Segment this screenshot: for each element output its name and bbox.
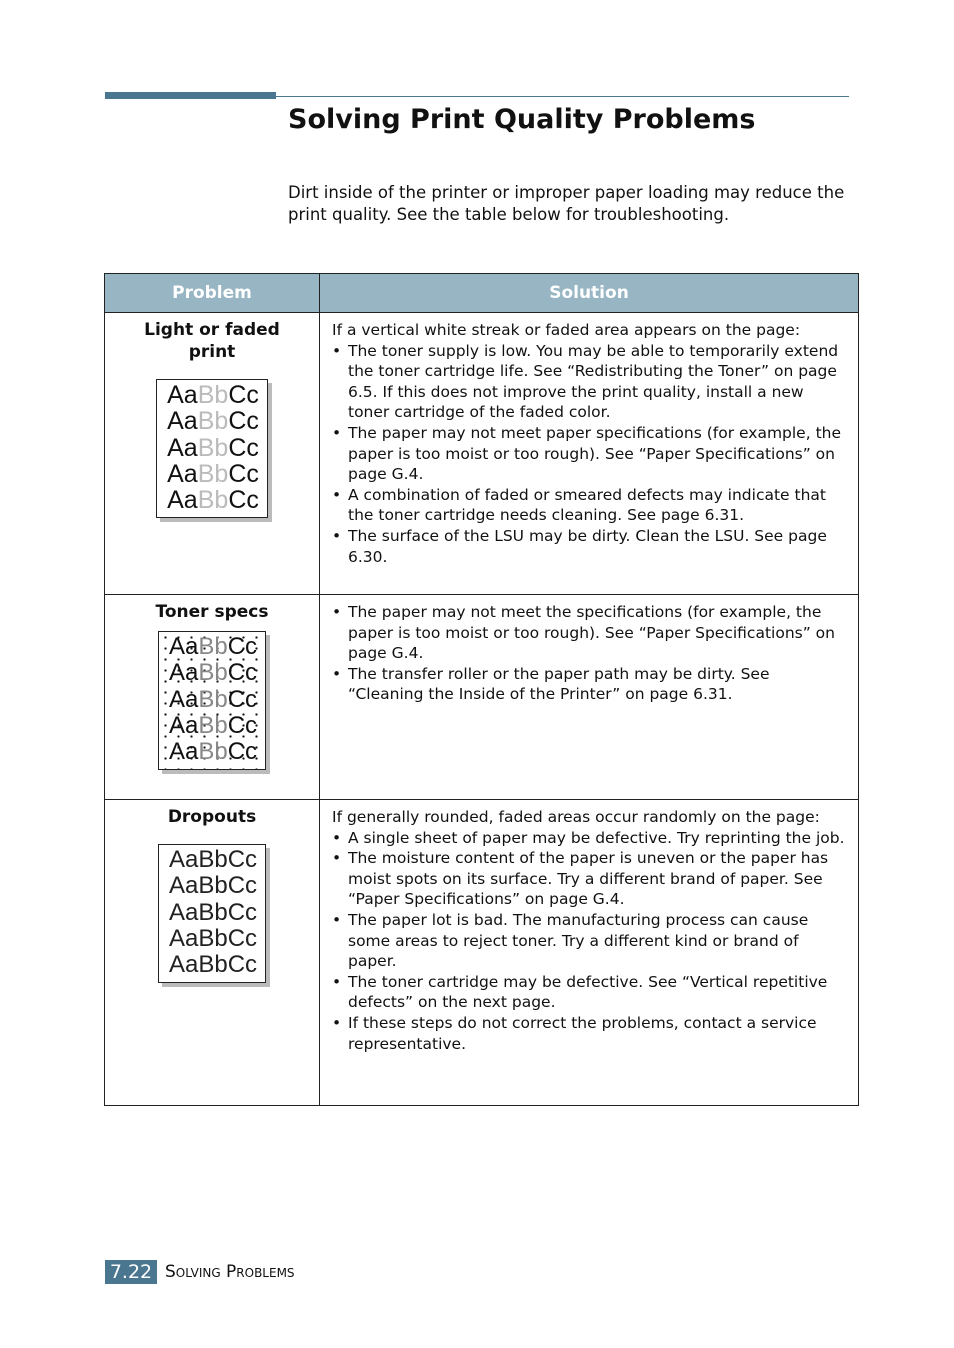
sample-text: Bb <box>198 659 228 687</box>
sample-text: Cc <box>227 711 258 739</box>
sample-text: Aa <box>167 407 198 436</box>
sample-text: Cc <box>227 846 258 873</box>
problem-title: Toner specs <box>155 602 269 622</box>
sample-line <box>167 408 259 434</box>
problem-cell <box>105 313 320 595</box>
sample-text: Aa <box>168 659 199 687</box>
sample-line <box>169 952 257 978</box>
page-number: 7.22 <box>105 1260 157 1284</box>
header-solution: Solution <box>320 274 859 313</box>
sample-text: Aa <box>168 685 199 713</box>
problem-title: Light or faded print <box>144 320 280 362</box>
sample-line <box>169 926 257 952</box>
list-item: • The toner cartridge may be defective. See “Vertical repetitive defects” on the next page. <box>332 972 846 1013</box>
sample-text: Bb <box>197 381 229 409</box>
sample-text: Cc <box>227 872 258 900</box>
sample-text: Aa <box>168 872 199 900</box>
header-rule <box>105 92 276 99</box>
sample-text: Bb <box>198 898 228 926</box>
solution-list <box>332 602 846 705</box>
table-row <box>105 313 859 595</box>
sample-text: Bb <box>198 738 228 766</box>
header-problem: Problem <box>105 274 320 313</box>
faded-print-sample-image <box>156 379 268 518</box>
sample-text: Aa <box>168 924 199 952</box>
problem-title: Dropouts <box>167 807 257 827</box>
sample-text: Cc <box>227 924 258 952</box>
sample-text: Bb <box>198 711 228 739</box>
sample-line <box>169 739 257 765</box>
sample-text: Aa <box>168 846 199 873</box>
sample-text: Aa <box>168 711 199 739</box>
table-row <box>105 595 859 800</box>
header-rule-thin <box>276 96 849 97</box>
sample-line <box>169 873 257 899</box>
list-item: • The transfer roller or the paper path may be dirty. See “Cleaning the Inside of the Printer” on page 6.31. <box>332 664 846 705</box>
table-row <box>105 800 859 1106</box>
sample-line <box>169 847 257 873</box>
list-item: • The paper may not meet the specifications (for example, the paper is too moist or too rough). See “Paper Specifications” on page G.4. <box>332 602 846 664</box>
sample-text: Bb <box>198 633 228 660</box>
sample-line <box>167 487 259 513</box>
sample-line <box>167 435 259 461</box>
sample-text: Cc <box>228 381 259 409</box>
intro-paragraph: Dirt inside of the printer or improper paper loading may reduce the print quality. See the table below for troubleshooting. <box>288 183 845 224</box>
solution-cell <box>320 800 859 1106</box>
list-item: • The surface of the LSU may be dirty. Clean the LSU. See page 6.30. <box>332 526 846 567</box>
sample-text: Cc <box>227 633 258 660</box>
sample-text: Bb <box>197 459 229 488</box>
sample-text: Cc <box>228 459 259 488</box>
sample-text: Aa <box>168 898 199 926</box>
sample-text: Aa <box>167 486 198 515</box>
list-item: • If these steps do not correct the problems, contact a service representative. <box>332 1013 846 1054</box>
solution-list <box>332 341 846 568</box>
sample-text: Aa <box>168 633 199 660</box>
problem-cell <box>105 800 320 1106</box>
sample-text: Aa <box>168 738 199 766</box>
list-item: • A combination of faded or smeared defects may indicate that the toner cartridge needs cleaning. See page 6.31. <box>332 485 846 526</box>
sample-text: Aa <box>167 381 198 409</box>
sample-line <box>169 634 257 660</box>
sample-text: Bb <box>197 433 229 462</box>
sample-line <box>169 900 257 926</box>
sample-text: Cc <box>227 898 258 926</box>
sample-line <box>167 461 259 487</box>
sample-text: Aa <box>167 433 198 462</box>
sample-text: Bb <box>198 951 228 979</box>
sample-text: Cc <box>228 433 259 462</box>
sample-text: Cc <box>227 659 258 687</box>
sample-text: Cc <box>227 738 258 766</box>
list-item: • A single sheet of paper may be defective. Try reprinting the job. <box>332 828 846 849</box>
solution-intro: If a vertical white streak or faded area appears on the page: <box>332 321 801 339</box>
list-item: • The moisture content of the paper is uneven or the paper has moist spots on its surface. Try a different brand of paper. See “Paper Specifications” on page G.4. <box>332 848 846 910</box>
problem-cell <box>105 595 320 800</box>
list-item: • The paper lot is bad. The manufacturing process can cause some areas to reject toner. Try a different kind or brand of paper. <box>332 910 846 972</box>
solution-cell <box>320 313 859 595</box>
sample-text: Bb <box>198 846 228 873</box>
table-header-row <box>105 274 859 313</box>
sample-text: Aa <box>167 459 198 488</box>
sample-text: Bb <box>197 486 229 515</box>
sample-line <box>167 382 259 408</box>
list-item: • The toner supply is low. You may be able to temporarily extend the toner cartridge life. See “Redistributing the Toner” on page 6.5. If this does not improve the print quality, install a new toner cartridge of the faded color. <box>332 341 846 423</box>
sample-text: Bb <box>198 685 228 713</box>
sample-text: Bb <box>197 407 229 436</box>
troubleshooting-table <box>104 273 859 1106</box>
footer-section-title: Solving Problems <box>165 1262 295 1282</box>
sample-text: Cc <box>227 685 258 713</box>
sample-line <box>169 713 257 739</box>
sample-text: Bb <box>198 872 228 900</box>
solution-intro: If generally rounded, faded areas occur randomly on the page: <box>332 808 820 826</box>
sample-text: Cc <box>228 486 259 515</box>
toner-specs-sample-image <box>158 631 266 770</box>
dropouts-sample-image <box>158 844 266 983</box>
solution-list <box>332 828 846 1055</box>
list-item: • The paper may not meet paper specifications (for example, the paper is too moist or too rough). See “Paper Specifications” on page G.4. <box>332 423 846 485</box>
sample-text: Cc <box>228 407 259 436</box>
sample-text: Aa <box>168 951 199 979</box>
sample-text: Bb <box>198 924 228 952</box>
sample-text: Cc <box>227 951 258 979</box>
sample-line <box>169 687 257 713</box>
page-title: Solving Print Quality Problems <box>288 104 756 135</box>
sample-line <box>169 660 257 686</box>
solution-cell <box>320 595 859 800</box>
